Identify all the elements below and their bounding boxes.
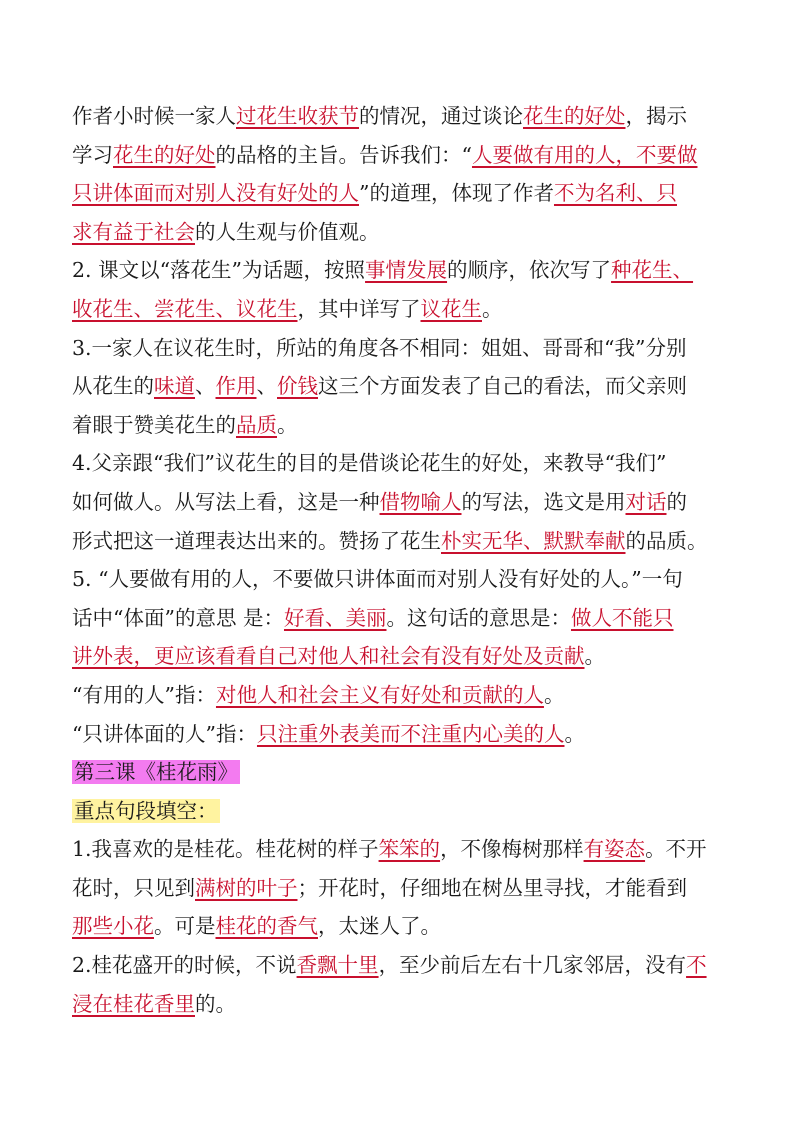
body-text: ，不像梅树那样: [440, 837, 584, 862]
answer-text: 满树的叶子: [195, 875, 298, 900]
answer-text: 朴实无华、默默奉献: [441, 528, 626, 553]
answer-text: 有姿态: [583, 837, 646, 862]
body-text: ，至少前后左右十几家邻居，没有: [378, 953, 687, 978]
body-text: 从花生的: [72, 374, 154, 399]
body-text: 的品格的主旨。告诉我们：“: [215, 142, 472, 167]
answer-text: 做人不能只: [570, 605, 674, 630]
answer-text: 只注重外表美而不注重内心美的人: [256, 721, 565, 746]
text-line: [72, 676, 724, 715]
answer-text: 好看、美丽: [283, 605, 387, 630]
body-text: 花时，只见到: [72, 875, 195, 900]
body-text: 2.桂花盛开的时候，不说: [72, 953, 297, 978]
body-text: 、: [195, 374, 216, 399]
text-line: [72, 869, 724, 908]
answer-text: 对他人和社会主义有好处和贡献的人: [215, 682, 544, 707]
answer-text: 对话: [625, 489, 667, 514]
answer-text: 过花生收获节: [236, 104, 359, 128]
body-text: 形式把这一道理表达出来的。赞扬了花生: [72, 528, 441, 553]
answer-text: 讲外表，更应该看看自己对他人和社会有没有好处及贡献: [72, 644, 585, 669]
answer-text: 收花生、尝花生、议花生: [72, 296, 298, 321]
answer-text: 种花生、: [611, 258, 694, 283]
body-text: ，揭示: [625, 104, 687, 128]
body-text: 的写法，选文是用: [461, 489, 626, 514]
body-text: 着眼于赞美花生的: [72, 412, 236, 437]
body-text: 1.我喜欢的是桂花。桂花树的样子: [72, 837, 379, 862]
text-line: [72, 599, 724, 638]
body-text: 学习: [72, 142, 113, 167]
text-line: [72, 715, 724, 754]
body-text: 。: [543, 682, 565, 707]
text-line: [72, 213, 724, 252]
body-text: 4.父亲跟“我们”议花生的目的是借谈论花生的好处，来教导“我们”: [72, 451, 667, 476]
text-line: [72, 97, 724, 136]
text-line: [72, 830, 724, 869]
answer-text: 香飘十里: [296, 953, 379, 978]
body-text: 。可是: [154, 914, 216, 939]
body-text: ，太迷人了。: [318, 914, 441, 939]
body-text: 。这句话的意思是：: [386, 605, 571, 630]
answer-text: 作用: [215, 374, 257, 399]
text-line: [72, 946, 724, 985]
answer-text: 品质: [236, 412, 277, 437]
section-heading: 重点句段填空：: [74, 798, 218, 823]
answer-text: 笨笨的: [378, 837, 441, 862]
lesson-title: 第三课《桂花雨》: [74, 760, 238, 785]
body-text: 的。: [195, 991, 236, 1016]
text-line: [72, 907, 724, 946]
answer-text: 不: [686, 953, 707, 978]
body-text: 如何做人。从写法上看，这是一种: [72, 489, 380, 514]
document-body: [72, 97, 724, 1023]
answer-text: 浸在桂花香里: [72, 991, 195, 1016]
body-text: “有用的人”指：: [72, 682, 216, 707]
body-text: 的: [666, 489, 687, 514]
body-text: ”的道理，体现了作者: [359, 181, 554, 206]
text-line: [72, 406, 724, 445]
body-text: 3.一家人在议花生时，所站的角度各不相同：姐姐、哥哥和“我”分别: [72, 335, 687, 360]
text-line: [72, 329, 724, 368]
body-text: 作者小时候一家人: [72, 104, 236, 128]
body-text: 的品质。: [625, 528, 708, 553]
body-text: 的顺序，依次写了: [447, 258, 612, 283]
body-text: 2. 课文以“落花生”为话题，按照: [72, 258, 366, 283]
answer-text: 味道: [154, 374, 195, 399]
text-line: [72, 637, 724, 676]
answer-text: 人要做有用的人，不要做: [471, 142, 698, 167]
body-text: 这三个方面发表了自己的看法，而父亲则: [318, 374, 687, 399]
answer-text: 那些小花: [72, 914, 154, 939]
body-text: 。: [564, 721, 585, 746]
body-text: 。不开: [645, 837, 707, 862]
body-text: 。: [584, 644, 605, 669]
body-text: 。: [277, 412, 298, 437]
body-text: 的情况，通过谈论: [359, 104, 523, 128]
answer-text: 不为名利、只: [553, 181, 677, 206]
answer-text: 价钱: [277, 374, 318, 399]
answer-text: 议花生: [420, 296, 482, 321]
text-line: [72, 522, 724, 561]
body-text: 。: [482, 296, 503, 321]
body-text: ；开花时，仔细地在树丛里寻找，才能看到: [297, 875, 687, 900]
answer-text: 事情发展: [365, 258, 448, 283]
body-text: ，其中详写了: [297, 296, 421, 321]
body-text: 的人生观与价值观。: [195, 219, 380, 244]
answer-text: 只讲体面而对别人没有好处的人: [72, 181, 359, 206]
text-line: [72, 290, 724, 329]
body-text: 5. “人要做有用的人，不要做只讲体面而对别人没有好处的人。”一句: [72, 567, 683, 592]
text-line: [72, 483, 724, 522]
answer-text: 求有益于社会: [72, 219, 195, 244]
text-line: [72, 560, 724, 599]
text-line: [72, 251, 724, 290]
answer-text: 桂花的香气: [215, 914, 318, 939]
text-line: [72, 792, 724, 831]
text-line: [72, 136, 724, 175]
answer-text: 花生的好处: [113, 142, 216, 167]
body-text: 、: [256, 374, 277, 399]
text-line: [72, 444, 724, 483]
body-text: 话中“体面”的意思 是：: [72, 605, 284, 630]
body-text: “只讲体面的人”指：: [72, 721, 257, 746]
answer-text: 借物喻人: [379, 489, 462, 514]
answer-text: 花生的好处: [523, 104, 626, 128]
text-line: [72, 985, 724, 1024]
text-line: [72, 753, 724, 792]
text-line: [72, 174, 724, 213]
text-line: [72, 367, 724, 406]
